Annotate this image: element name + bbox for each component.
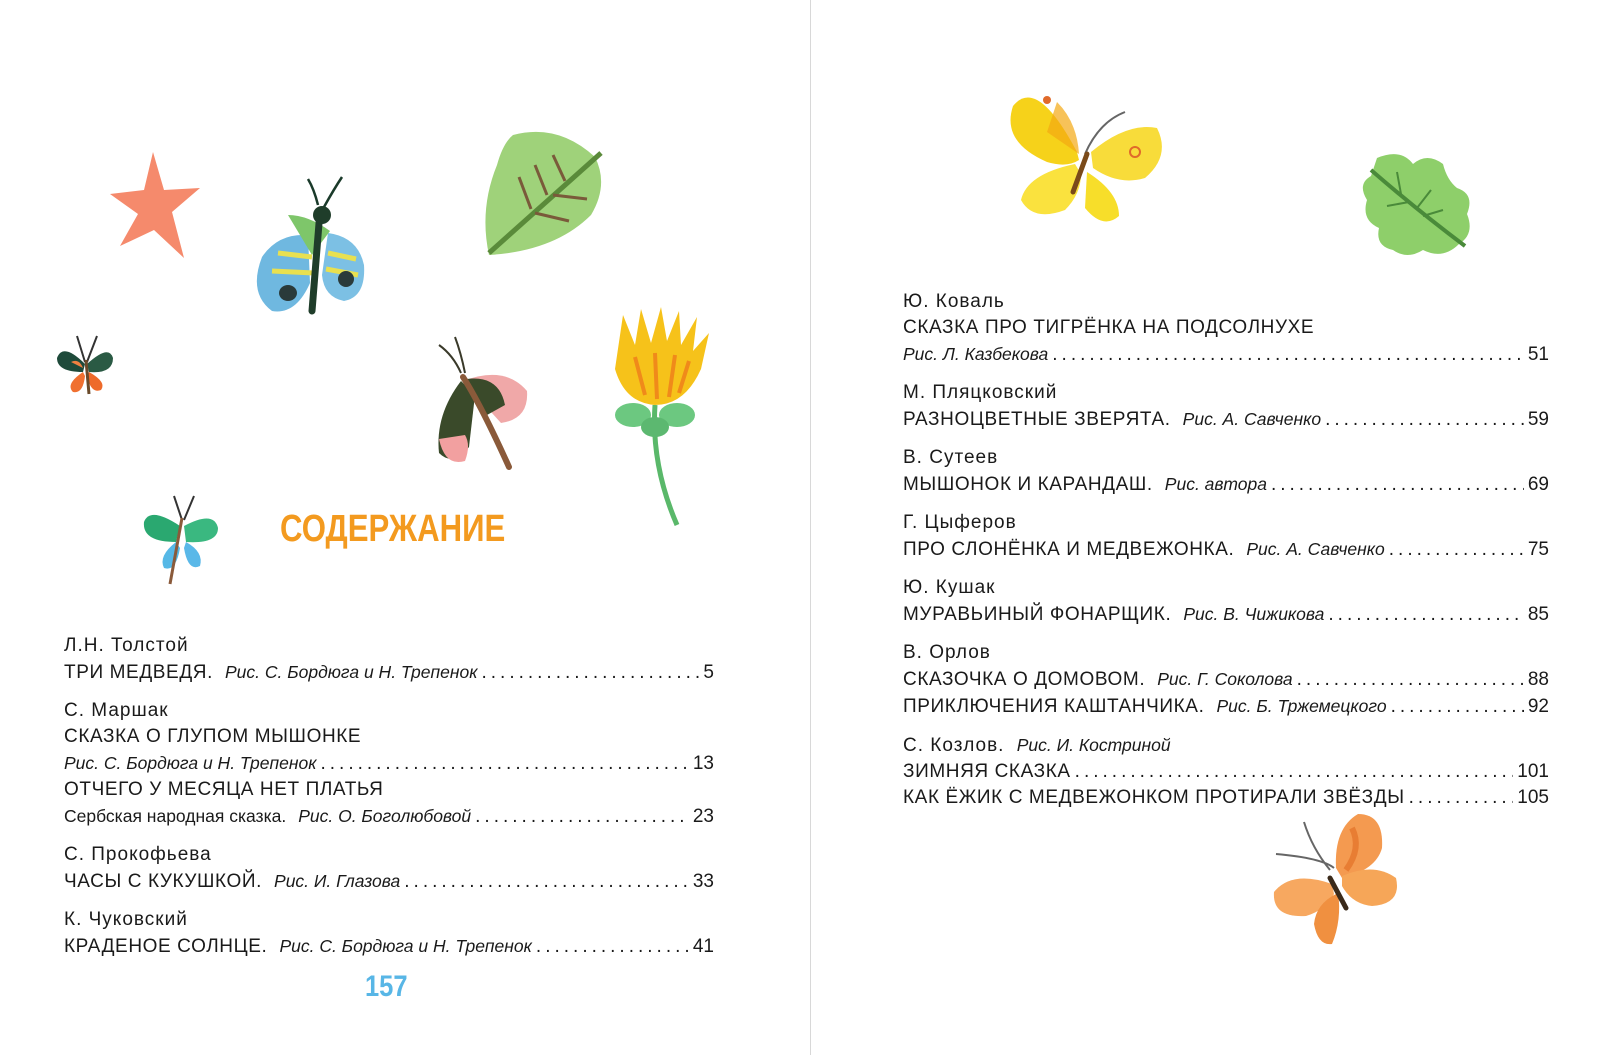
toc-line[interactable] [903, 693, 1549, 720]
entry-author: С. Маршак [64, 700, 169, 721]
oak-leaf-icon [1357, 150, 1477, 262]
story-note: Сербская народная сказка. [64, 806, 287, 826]
toc-heading: СОДЕРЖАНИЕ [280, 508, 506, 550]
entry-author: Ю. Кушак [903, 577, 996, 598]
toc-right [903, 289, 1549, 823]
leader-dots [536, 934, 689, 960]
page-ref: 69 [1527, 474, 1549, 495]
green-butterfly-icon [140, 492, 220, 587]
page-ref: 51 [1527, 344, 1549, 365]
illustrator-credit: Рис. В. Чижикова [1183, 604, 1325, 624]
toc-line[interactable] [903, 406, 1549, 433]
leader-dots [320, 751, 688, 777]
illustrator-credit: Рис. И. Костриной [1016, 735, 1171, 755]
leader-dots [1075, 759, 1514, 785]
page-ref: 41 [692, 936, 714, 957]
page-ref: 75 [1527, 539, 1549, 560]
illustrator-credit: Рис. С. Бордюга и Н. Трепенок [64, 753, 317, 773]
toc-entry [64, 698, 714, 830]
toc-line[interactable] [64, 750, 714, 777]
toc-line[interactable] [903, 601, 1549, 628]
entry-author: С. Прокофьева [64, 844, 212, 865]
story-title: РАЗНОЦВЕТНЫЕ ЗВЕРЯТА. [903, 409, 1171, 430]
star-icon [108, 150, 204, 262]
story-title: ЗИМНЯЯ СКАЗКА [903, 761, 1071, 782]
toc-entry [903, 445, 1549, 498]
illustrator-credit: Рис. автора [1164, 474, 1267, 494]
page-ref: 23 [692, 806, 714, 827]
toc-entry [903, 732, 1549, 811]
small-orange-butterfly-icon [55, 332, 115, 397]
leader-dots [1409, 785, 1514, 811]
entry-author: Л.Н. Толстой [64, 635, 189, 656]
toc-line[interactable] [903, 536, 1549, 563]
green-leaf-icon [483, 125, 613, 260]
illustrator-credit: Рис. А. Савченко [1182, 409, 1322, 429]
entry-author: В. Сутеев [903, 447, 999, 468]
story-title: ПРИКЛЮЧЕНИЯ КАШТАНЧИКА. [903, 696, 1205, 717]
leader-dots [1389, 537, 1524, 563]
leader-dots [475, 804, 689, 830]
book-spine [810, 0, 811, 1055]
story-title: МЫШОНОК И КАРАНДАШ. [903, 474, 1153, 495]
toc-line[interactable] [64, 724, 714, 750]
story-title: ЧАСЫ С КУКУШКОЙ. [64, 871, 263, 892]
leader-dots [1297, 667, 1524, 693]
illustrator-credit: Рис. Л. Казбекова [903, 344, 1049, 364]
toc-line[interactable] [903, 341, 1549, 368]
leader-dots [1052, 342, 1524, 368]
illustrator-credit: Рис. С. Бордюга и Н. Трепенок [225, 662, 478, 682]
toc-line[interactable] [903, 785, 1549, 811]
blue-moth-icon [248, 175, 368, 320]
leader-dots [1391, 694, 1524, 720]
page-ref: 85 [1527, 604, 1549, 625]
entry-author: Г. Цыферов [903, 512, 1017, 533]
illustrator-credit: Рис. Б. Тржемецкого [1216, 696, 1387, 716]
toc-entry [903, 289, 1549, 368]
entry-author [903, 732, 1549, 759]
pink-moth-icon [415, 335, 533, 470]
entry-author: М. Пляцковский [903, 382, 1058, 403]
page-ref: 13 [692, 753, 714, 774]
story-title: МУРАВЬИНЫЙ ФОНАРЩИК. [903, 604, 1172, 625]
entry-author: Ю. Коваль [903, 291, 1005, 312]
toc-entry [64, 907, 714, 960]
page-ref: 5 [703, 662, 714, 683]
story-title: КАК ЁЖИК С МЕДВЕЖОНКОМ ПРОТИРАЛИ ЗВЁЗДЫ [903, 787, 1405, 808]
page-number: 157 [365, 970, 408, 1003]
page-ref: 33 [692, 871, 714, 892]
toc-line[interactable] [903, 666, 1549, 693]
yellow-flower-icon [605, 305, 715, 530]
story-title: ПРО СЛОНЁНКА И МЕДВЕЖОНКА. [903, 539, 1235, 560]
toc-entry [903, 510, 1549, 563]
page-ref: 92 [1527, 696, 1549, 717]
toc-line[interactable] [903, 315, 1549, 341]
leader-dots [1325, 407, 1524, 433]
leader-dots [481, 660, 699, 686]
toc-line[interactable] [64, 933, 714, 960]
page-ref: 105 [1517, 787, 1549, 808]
illustrator-credit: Рис. О. Боголюбовой [298, 806, 472, 826]
toc-line[interactable] [64, 803, 714, 830]
toc-entry [64, 842, 714, 895]
toc-line[interactable] [64, 659, 714, 686]
story-title: КРАДЕНОЕ СОЛНЦЕ. [64, 936, 268, 957]
entry-author: К. Чуковский [64, 909, 188, 930]
page-ref: 101 [1517, 761, 1549, 782]
illustrator-credit: Рис. Г. Соколова [1157, 669, 1293, 689]
toc-line[interactable] [64, 868, 714, 895]
story-title: ОТЧЕГО У МЕСЯЦА НЕТ ПЛАТЬЯ [64, 779, 384, 800]
leader-dots [1328, 602, 1523, 628]
story-title: СКАЗКА ПРО ТИГРЁНКА НА ПОДСОЛНУХЕ [903, 317, 1315, 338]
story-title: СКАЗКА О ГЛУПОМ МЫШОНКЕ [64, 726, 362, 747]
page-ref: 88 [1527, 669, 1549, 690]
story-title: ТРИ МЕДВЕДЯ. [64, 662, 213, 683]
toc-line[interactable] [64, 777, 714, 803]
entry-author: В. Орлов [903, 642, 991, 663]
page-ref: 59 [1527, 409, 1549, 430]
toc-entry [903, 380, 1549, 433]
story-title: СКАЗОЧКА О ДОМОВОМ. [903, 669, 1146, 690]
toc-line[interactable] [903, 759, 1549, 785]
illustrator-credit: Рис. С. Бордюга и Н. Трепенок [279, 936, 532, 956]
illustrator-credit: Рис. А. Савченко [1246, 539, 1385, 559]
orange-butterfly-icon [1262, 808, 1402, 948]
toc-left [64, 633, 714, 972]
toc-entry [903, 640, 1549, 720]
leader-dots [1271, 472, 1524, 498]
toc-line[interactable] [903, 471, 1549, 498]
author-name: С. Козлов. [903, 735, 1005, 756]
yellow-butterfly-icon [1007, 82, 1172, 232]
illustrator-credit: Рис. И. Глазова [274, 871, 401, 891]
right-page [812, 0, 1609, 1055]
toc-entry [64, 633, 714, 686]
leader-dots [404, 869, 689, 895]
toc-entry [903, 575, 1549, 628]
